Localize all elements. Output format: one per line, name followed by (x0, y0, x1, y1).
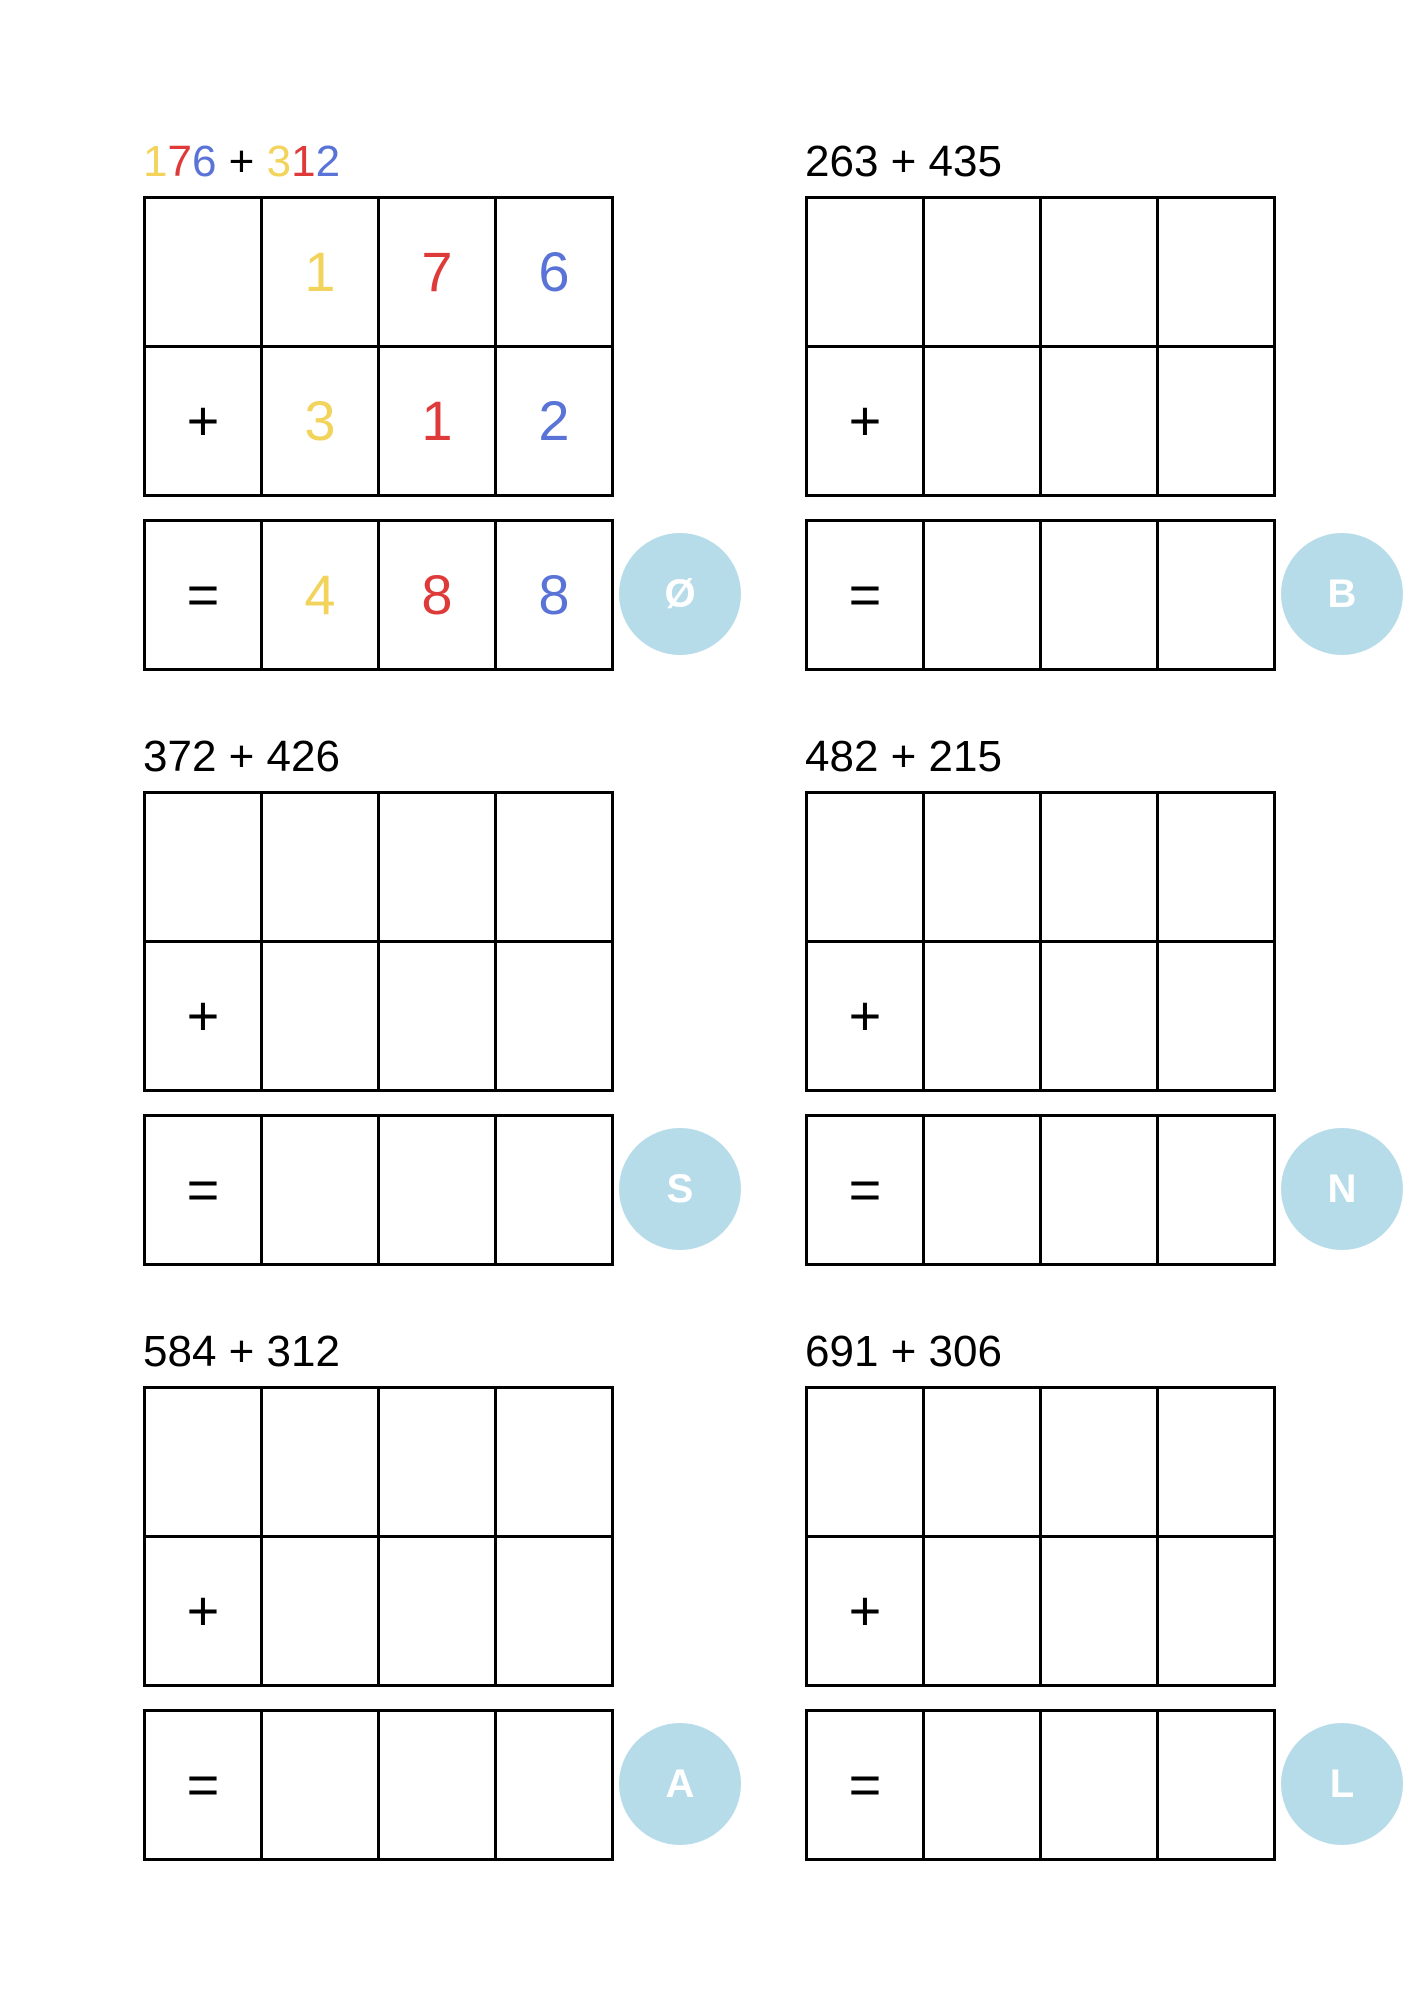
empty-sign-cell (146, 199, 263, 348)
answer-digit-cell[interactable]: 8 (380, 522, 497, 671)
result-grid (143, 1709, 614, 1861)
empty-sign-cell (146, 794, 263, 943)
plus-sign-cell: + (808, 348, 925, 497)
letter-badge: S (619, 1128, 741, 1250)
answer-digit-cell[interactable]: 8 (497, 522, 614, 671)
title-digit: 6 (191, 137, 217, 186)
digit-cell[interactable] (925, 943, 1042, 1092)
addend-grid (805, 791, 1276, 1092)
problem-title: 482 + 215 (805, 732, 1002, 781)
problem-title: 691 + 306 (805, 1327, 1002, 1376)
letter-badge: N (1281, 1128, 1403, 1250)
digit-cell[interactable] (925, 1538, 1042, 1687)
answer-digit-cell[interactable] (497, 1712, 614, 1861)
title-digit: 1 (143, 137, 168, 186)
result-grid (143, 1114, 614, 1266)
digit-cell[interactable] (1159, 348, 1276, 497)
digit-cell[interactable] (1042, 1538, 1159, 1687)
digit-cell[interactable]: 6 (497, 199, 614, 348)
equals-sign-cell: = (146, 1712, 263, 1861)
answer-digit-cell[interactable] (925, 522, 1042, 671)
answer-digit-cell[interactable] (1042, 522, 1159, 671)
digit-cell[interactable] (497, 943, 614, 1092)
addition-problem (805, 1322, 1405, 1852)
digit-cell[interactable] (263, 794, 380, 943)
digit-cell[interactable] (1042, 199, 1159, 348)
digit-cell[interactable] (925, 794, 1042, 943)
problem-title: 263 + 435 (805, 137, 1002, 186)
plus-sign-cell: + (146, 1538, 263, 1687)
empty-sign-cell (808, 1389, 925, 1538)
empty-sign-cell (808, 794, 925, 943)
plus-sign-cell: + (146, 943, 263, 1092)
digit-cell[interactable] (380, 1389, 497, 1538)
digit-cell[interactable]: 1 (263, 199, 380, 348)
title-digit: 7 (167, 137, 192, 186)
digit-cell[interactable]: 3 (263, 348, 380, 497)
digit-cell[interactable] (1159, 943, 1276, 1092)
result-grid (805, 1114, 1276, 1266)
answer-digit-cell[interactable] (1159, 1712, 1276, 1861)
digit-cell[interactable] (1159, 1389, 1276, 1538)
plus-sign-cell: + (146, 348, 263, 497)
addend-grid (805, 196, 1276, 497)
addition-problem (805, 132, 1405, 662)
result-grid (805, 519, 1276, 671)
letter-badge: Ø (619, 533, 741, 655)
addend-grid (143, 791, 614, 1092)
digit-cell[interactable] (925, 348, 1042, 497)
problem-title: 372 + 426 (143, 732, 340, 781)
equals-sign-cell: = (808, 1117, 925, 1266)
digit-cell[interactable] (925, 199, 1042, 348)
answer-digit-cell[interactable] (925, 1117, 1042, 1266)
answer-digit-cell[interactable] (497, 1117, 614, 1266)
equals-sign-cell: = (146, 522, 263, 671)
answer-digit-cell[interactable] (263, 1117, 380, 1266)
answer-digit-cell[interactable] (1159, 522, 1276, 671)
letter-badge: B (1281, 533, 1403, 655)
result-grid (805, 1709, 1276, 1861)
title-digit: 3 (266, 137, 292, 186)
addend-grid (143, 196, 614, 497)
plus-sign-cell: + (808, 1538, 925, 1687)
digit-cell[interactable] (380, 1538, 497, 1687)
digit-cell[interactable] (1159, 794, 1276, 943)
equals-sign-cell: = (146, 1117, 263, 1266)
addend-grid (143, 1386, 614, 1687)
empty-sign-cell (808, 199, 925, 348)
answer-digit-cell[interactable]: 4 (263, 522, 380, 671)
title-digit: + (216, 137, 267, 186)
digit-cell[interactable] (1159, 199, 1276, 348)
equals-sign-cell: = (808, 522, 925, 671)
digit-cell[interactable] (1042, 1389, 1159, 1538)
digit-cell[interactable] (1042, 943, 1159, 1092)
addition-problem (805, 727, 1405, 1257)
letter-badge: L (1281, 1723, 1403, 1845)
answer-digit-cell[interactable] (380, 1712, 497, 1861)
problem-title (143, 132, 743, 192)
addition-problem (143, 727, 743, 1257)
digit-cell[interactable] (263, 943, 380, 1092)
problem-title: 584 + 312 (143, 1327, 340, 1376)
addition-problem (143, 132, 743, 662)
result-grid (143, 519, 614, 671)
addend-grid (805, 1386, 1276, 1687)
digit-cell[interactable] (497, 794, 614, 943)
digit-cell[interactable] (1042, 348, 1159, 497)
answer-digit-cell[interactable] (263, 1712, 380, 1861)
digit-cell[interactable] (1159, 1538, 1276, 1687)
empty-sign-cell (146, 1389, 263, 1538)
letter-badge: A (619, 1723, 741, 1845)
title-digit: 1 (291, 137, 316, 186)
digit-cell[interactable] (263, 1389, 380, 1538)
digit-cell[interactable] (380, 943, 497, 1092)
digit-cell[interactable] (263, 1538, 380, 1687)
equals-sign-cell: = (808, 1712, 925, 1861)
digit-cell[interactable] (497, 1389, 614, 1538)
addition-problem (143, 1322, 743, 1852)
answer-digit-cell[interactable] (380, 1117, 497, 1266)
answer-digit-cell[interactable] (1159, 1117, 1276, 1266)
digit-cell[interactable]: 1 (380, 348, 497, 497)
answer-digit-cell[interactable] (1042, 1117, 1159, 1266)
digit-cell[interactable] (1042, 794, 1159, 943)
digit-cell[interactable]: 7 (380, 199, 497, 348)
digit-cell[interactable] (380, 794, 497, 943)
title-digit: 2 (315, 137, 341, 186)
digit-cell[interactable] (925, 1389, 1042, 1538)
answer-digit-cell[interactable] (925, 1712, 1042, 1861)
answer-digit-cell[interactable] (1042, 1712, 1159, 1861)
plus-sign-cell: + (808, 943, 925, 1092)
digit-cell[interactable] (497, 1538, 614, 1687)
digit-cell[interactable]: 2 (497, 348, 614, 497)
